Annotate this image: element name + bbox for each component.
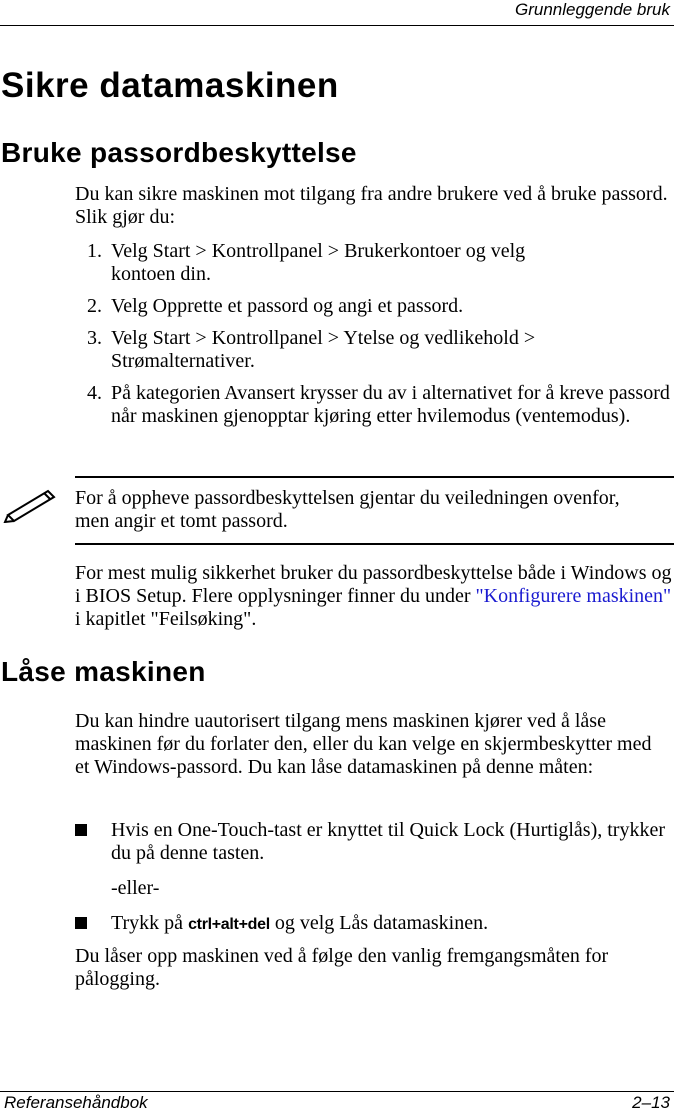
security-text-end: i kapitlet "Feilsøking". xyxy=(75,608,257,630)
step-number: 2. xyxy=(87,295,102,317)
bullet-text: Hvis en One-Touch-tast er knyttet til Quick Lock (Hurtiglås), trykker du på denne tasten. xyxy=(111,819,666,864)
bullet-square-icon xyxy=(75,824,87,836)
password-steps xyxy=(75,240,674,428)
password-intro: Du kan sikre maskinen mot tilgang fra andre brukere ved å bruke passord. Slik gjør du: xyxy=(75,183,668,228)
list-item xyxy=(75,327,674,373)
note-rule-bottom xyxy=(75,543,674,545)
lock-intro: Du kan hindre uautorisert tilgang mens maskinen kjører ved å låse maskinen før du forlater den, eller du kan velge en skjermbeskytter med et Windows-passord. Du kan låse datamaskinen på denne måten: xyxy=(75,710,652,778)
list-item xyxy=(75,819,674,865)
section-heading-lock: Låse maskinen xyxy=(1,656,206,687)
list-item xyxy=(75,877,674,900)
note-text: For å oppheve passordbeskyttelsen gjentar du veiledningen ovenfor, men angir et tomt passord. xyxy=(75,487,620,532)
security-text: For mest mulig sikkerhet bruker du passordbeskyttelse både i Windows og i BIOS Setup. Flere opplysninger finner du under xyxy=(75,562,672,607)
closing-paragraph: Du låser opp maskinen ved å følge den vanlig fremgangsmåten for pålogging. xyxy=(75,945,609,990)
bullet-text-prefix: Trykk på xyxy=(111,912,189,934)
header-rule xyxy=(0,25,674,26)
pencil-note-icon xyxy=(2,483,64,523)
or-text: -eller- xyxy=(111,877,160,899)
security-paragraph xyxy=(75,562,674,631)
keyboard-shortcut: ctrl+alt+del xyxy=(188,916,270,933)
footer-rule xyxy=(0,1091,674,1092)
lock-options xyxy=(75,819,674,936)
step-number: 4. xyxy=(87,382,102,404)
step-text: På kategorien Avansert krysser du av i alternativet for å kreve passord når maskinen gjenopptar kjøring etter hvilemodus (ventemodus). xyxy=(111,382,670,427)
page-number: 2–13 xyxy=(632,1093,670,1112)
footer-book-title: Referansehåndbok xyxy=(4,1093,148,1112)
note-rule-top xyxy=(75,476,674,478)
running-head: Grunnleggende bruk xyxy=(514,0,670,19)
step-number: 3. xyxy=(87,327,102,349)
step-number: 1. xyxy=(87,240,102,262)
list-item xyxy=(75,295,674,318)
page-title: Sikre datamaskinen xyxy=(1,66,339,105)
bullet-square-icon xyxy=(75,917,87,929)
step-text: Velg Start > Kontrollpanel > Ytelse og vedlikehold > Strømalternativer. xyxy=(111,327,536,372)
section-heading-password: Bruke passordbeskyttelse xyxy=(1,137,357,168)
step-text: Velg Opprette et passord og angi et passord. xyxy=(111,295,464,317)
list-item xyxy=(75,382,674,428)
list-item xyxy=(75,240,674,286)
configure-machine-link[interactable]: "Konfigurere maskinen" xyxy=(475,585,672,607)
list-item xyxy=(75,912,674,936)
bullet-text-suffix: og velg Lås datamaskinen. xyxy=(269,912,489,934)
step-text: Velg Start > Kontrollpanel > Brukerkontoer og velg kontoen din. xyxy=(111,240,526,285)
